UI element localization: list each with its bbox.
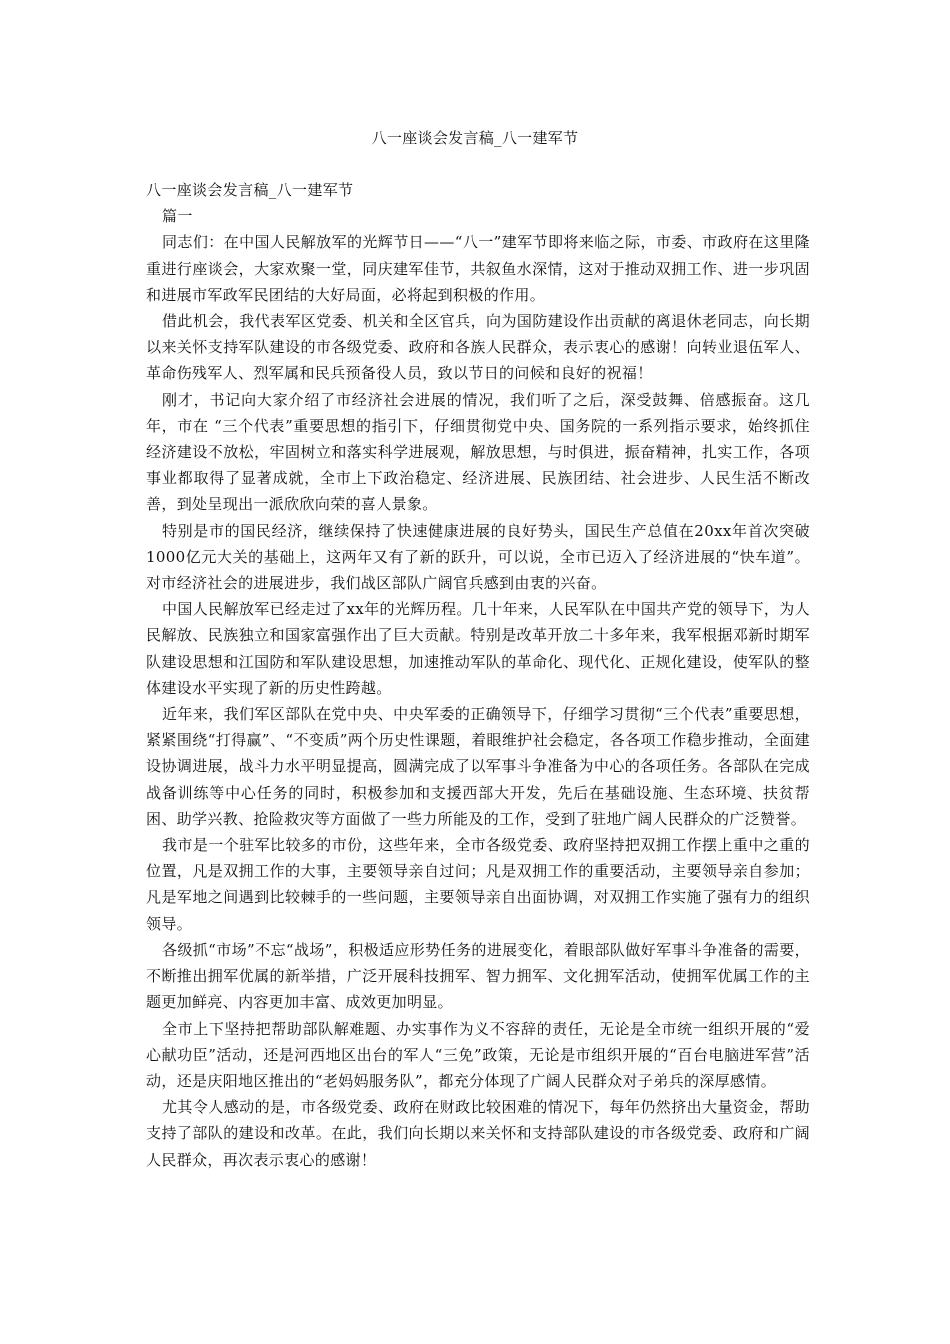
paragraph: 中国人民解放军已经走过了xx年的光辉历程。几十年来，人民军队在中国共产党的领导下，为人民解放、民族独立和国家富强作出了巨大贡献。特别是改革开放二十多年来，我军根据邓新时期军队建设思想和江国防和军队建设思想，加速推动军队的革命化、现代化、正规化建设，使军队的整体建设水平实现了新的历史性跨越。 xyxy=(146,600,810,697)
document-title: 八一座谈会发言稿_八一建军节 xyxy=(371,129,579,147)
paragraph: 借此机会，我代表军区党委、机关和全区官兵，向为国防建设作出贡献的离退休老同志，向长期以来关怀支持军队建设的市各级党委、政府和各族人民群众，表示衷心的感谢！向转业退伍军人、革命伤残军人、烈军属和民兵预备役人员，致以节日的问候和良好的祝福！ xyxy=(146,312,810,383)
paragraph: 全市上下坚持把帮助部队解难题、办实事作为义不容辞的责任，无论是全市统一组织开展的“爱心献功臣”活动，还是河西地区出台的军人“三免”政策，无论是市组织开展的“百台电脑进军营”活动，还是庆阳地区推出的“老妈妈服务队”，都充分体现了广阔人民群众对子弟兵的深厚感情。 xyxy=(146,1019,810,1090)
section-label: 篇一 xyxy=(162,207,193,226)
paragraph: 刚才，书记向大家介绍了市经济社会进展的情况，我们听了之后，深受鼓舞、倍感振奋。这几年，市在 “三个代表”重要思想的指引下，仔细贯彻党中央、国务院的一系列指示要求，始终抓住经济建设不放松，牢固树立和落实科学进展观，解放思想，与时俱进，振奋精神，扎实工作，各项事业都取得了显著成就，全市上下政治稳定、经济进展、民族团结、社会进步、人民生活不断改善，到处呈现出一派欣欣向荣的喜人景象。 xyxy=(146,390,810,514)
paragraph: 近年来，我们军区部队在党中央、中央军委的正确领导下，仔细学习贯彻“三个代表”重要思想，紧紧围绕“打得赢”、“不变质”两个历史性课题，着眼维护社会稳定，各各项工作稳步推动，全面建设协调进展，战斗力水平明显提高，圆满完成了以军事斗争准备为中心的各项任务。各部队在完成战备训练等中心任务的同时，积极参加和支援西部大开发，先后在基础设施、生态环境、扶贫帮困、助学兴教、抢险救灾等方面做了一些力所能及的工作，受到了驻地广阔人民群众的广泛赞誉。 xyxy=(146,705,810,828)
paragraph: 尤其令人感动的是，市各级党委、政府在财政比较困难的情况下，每年仍然挤出大量资金，帮助支持了部队的建设和改革。在此，我们向长期以来关怀和支持部队建设的市各级党委、政府和广阔人民群众，再次表示衷心的感谢！ xyxy=(146,1098,810,1169)
paragraph: 特别是市的国民经济，继续保持了快速健康进展的良好势头，国民生产总值在20xx年首次突破 1000亿元大关的基础上，这两年又有了新的跃升，可以说，全市已迈入了经济进展的“快车道”。对市经济社会的进展进步，我们战区部队广阔官兵感到由衷的兴奋。 xyxy=(146,521,810,593)
paragraph: 我市是一个驻军比较多的市份，这些年来，全市各级党委、政府坚持把双拥工作摆上重中之重的位置，凡是双拥工作的大事，主要领导亲自过问；凡是双拥工作的重要活动，主要领导亲自参加；凡是军地之间遇到比较棘手的一些问题，主要领导亲自出面协调，对双拥工作实施了强有力的组织领导。 xyxy=(146,836,810,933)
document-body xyxy=(146,177,810,1173)
paragraph: 各级抓“市场”不忘“战场”，积极适应形势任务的进展变化，着眼部队做好军事斗争准备的需要，不断推出拥军优属的新举措，广泛开展科技拥军、智力拥军、文化拥军活动，使拥军优属工作的主题更加鲜亮、内容更加丰富、成效更加明显。 xyxy=(146,940,810,1012)
article-heading: 八一座谈会发言稿_八一建军节 xyxy=(146,181,354,199)
paragraph: 同志们：在中国人民解放军的光辉节日——“八一”建军节即将来临之际，市委、市政府在这里隆重进行座谈会，大家欢聚一堂，同庆建军佳节，共叙鱼水深情，这对于推动双拥工作、进一步巩固和进展市军政军民团结的大好局面，必将起到积极的作用。 xyxy=(146,233,810,304)
